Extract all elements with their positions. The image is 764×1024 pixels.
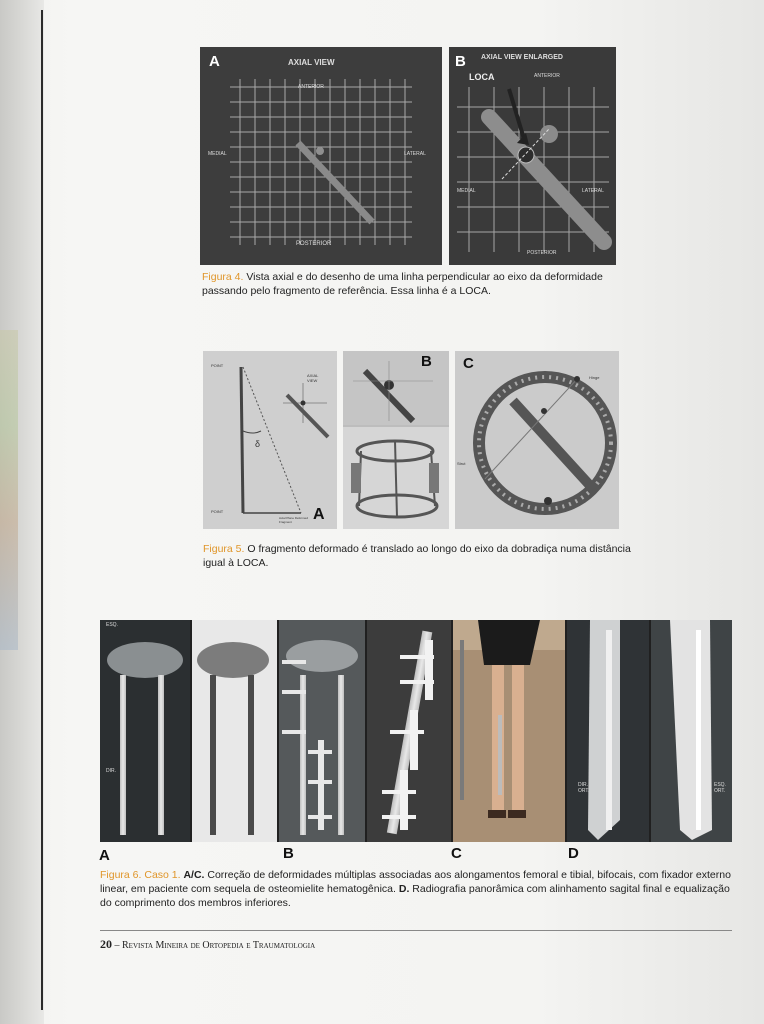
footer-rule	[100, 930, 732, 931]
figure4-panel-a	[200, 47, 442, 265]
figure6-caption-text1: Correção de deformidades múltiplas associadas aos alongamentos femoral e tibial, bifocais, com fixador externo linear, em paciente com sequela de osteomielite hematogênica.	[100, 869, 731, 895]
figure5-letter-b: B	[421, 353, 432, 370]
figure4-panel-b	[449, 47, 616, 265]
figure4-caption-label: Figura 4.	[202, 271, 244, 283]
figure6-caption-d: D.	[398, 883, 410, 895]
figure6-caption	[100, 868, 736, 910]
xray-label-esq: ESQ.	[106, 622, 118, 628]
figure6-letter-b: B	[283, 845, 294, 862]
label-medial-b: MEDIAL	[457, 188, 476, 194]
strut-label: Strut	[457, 461, 466, 466]
figure6-caption-text2: Radiografia panorâmica com alinhamento sagital final e equalização do comprimento dos membros inferiores.	[100, 883, 730, 909]
foot-note-label: Axial Plane Deformed Fragment	[279, 516, 309, 524]
figure5-letter-c: C	[463, 355, 474, 372]
axial-view-title: AXIAL VIEW	[288, 58, 335, 67]
page-footer	[100, 937, 315, 952]
figure5-caption-text: O fragmento deformado é translado ao longo do eixo da dobradiça numa distância igual à LOCA.	[203, 543, 631, 569]
xray-label-esq-ort: ESQ. ORT.	[714, 782, 726, 794]
axial-view-small-label: AXIAL VIEW	[307, 373, 319, 383]
loca-label: LOCA	[469, 72, 495, 82]
figure6-letter-a: A	[99, 847, 110, 864]
figure6-caption-ac: A/C.	[183, 869, 205, 881]
delta-symbol: δ	[255, 439, 261, 449]
figure6-letter-c: C	[451, 845, 462, 862]
figure5-caption-label: Figura 5.	[203, 543, 245, 555]
figure5-letter-a: A	[313, 506, 325, 523]
figure6-caption-case: Caso 1.	[141, 869, 184, 881]
xray-panels	[100, 620, 732, 842]
point-top-label: POINT	[211, 363, 224, 368]
label-medial: MEDIAL	[208, 151, 227, 157]
figure6-letter-d: D	[568, 845, 579, 862]
label-anterior-b: ANTERIOR	[534, 73, 560, 79]
label-posterior-b: POSTERIOR	[527, 250, 557, 256]
axial-view-enlarged-title: AXIAL VIEW ENLARGED	[481, 54, 563, 61]
xray-label-dir: DIR.	[106, 768, 116, 774]
figure5-panel-c	[455, 351, 619, 529]
hinge-label: Hinge	[589, 375, 600, 380]
figure5-panel-b	[343, 351, 449, 529]
figure6-caption-label: Figura 6.	[100, 869, 142, 881]
figure4-caption	[202, 270, 622, 298]
figure5-caption	[203, 542, 633, 570]
figure4-caption-text: Vista axial e do desenho de uma linha perpendicular ao eixo da deformidade passando pelo fragmento de referência. Essa linha é a LOCA.	[202, 271, 603, 297]
journal-name: – Revista Mineira de Ortopedia e Traumatologia	[112, 940, 316, 951]
label-lateral-b: LATERAL	[582, 188, 604, 194]
spine-line	[41, 10, 43, 1010]
fixator-photo	[343, 351, 449, 529]
figure5-panel-a	[203, 351, 337, 529]
panel-letter-a: A	[209, 53, 220, 70]
point-bottom-label: POINT	[211, 509, 224, 514]
page-number: 20	[100, 937, 112, 951]
xray-label-dir-ort: DIR. ORT.	[578, 782, 590, 794]
spine-color-strip	[0, 330, 18, 650]
label-posterior: POSTERIOR	[296, 241, 332, 247]
figure6-xray-strip	[100, 620, 732, 842]
panel-letter-b: B	[455, 53, 466, 70]
label-lateral: LATERAL	[404, 151, 426, 157]
label-anterior: ANTERIOR	[298, 84, 324, 90]
